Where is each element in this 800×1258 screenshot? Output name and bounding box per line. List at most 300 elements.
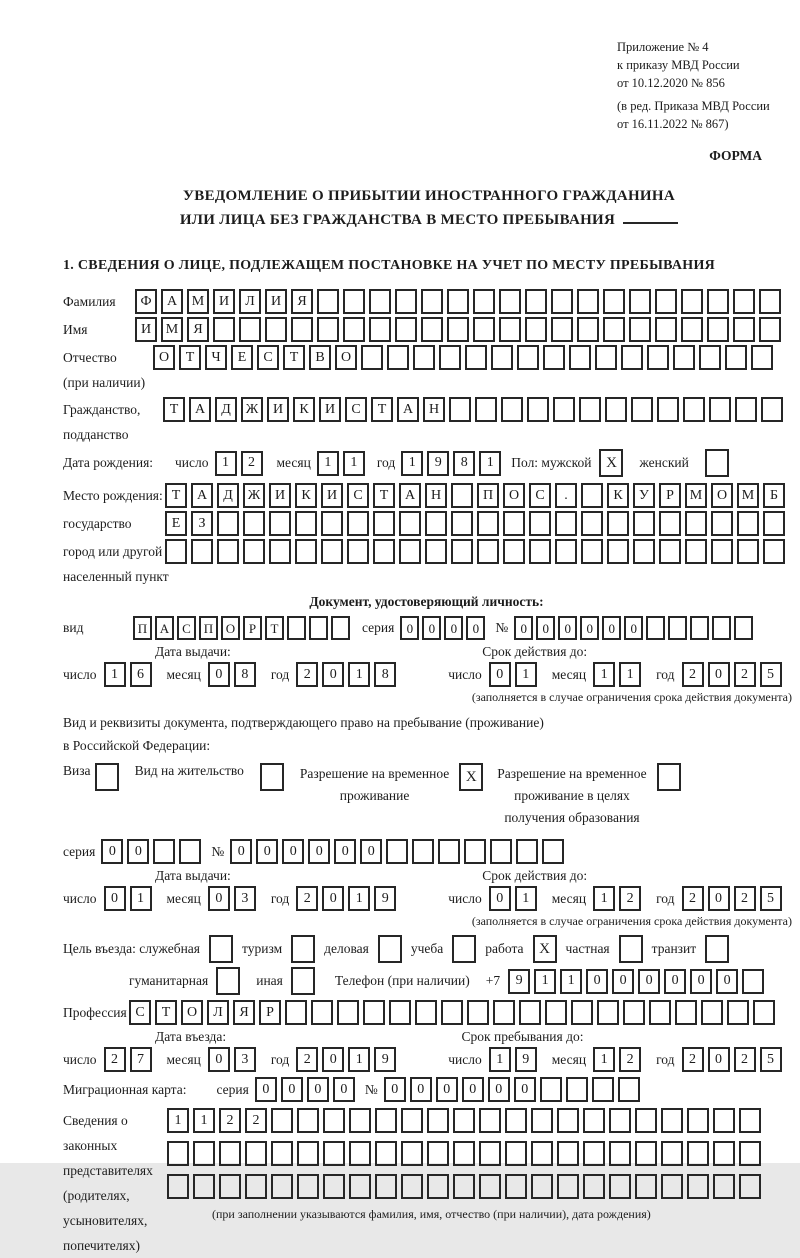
char-cell[interactable]	[167, 1141, 189, 1166]
char-cell[interactable]: 0	[334, 839, 356, 864]
char-cell[interactable]	[603, 289, 625, 314]
char-cell[interactable]	[479, 1174, 501, 1199]
char-cell[interactable]	[633, 539, 655, 564]
char-cell[interactable]	[193, 1174, 215, 1199]
char-cell[interactable]: 0	[514, 1077, 536, 1102]
char-cell[interactable]: 0	[422, 616, 441, 640]
char-cell[interactable]: 0	[708, 886, 730, 911]
char-cell[interactable]: 0	[308, 839, 330, 864]
char-cell[interactable]	[387, 345, 409, 370]
char-cell[interactable]: 0	[586, 969, 608, 994]
char-cell[interactable]	[742, 969, 764, 994]
char-cell[interactable]	[635, 1174, 657, 1199]
char-cell[interactable]	[467, 1000, 489, 1025]
char-cell[interactable]: Б	[763, 483, 785, 508]
char-cell[interactable]	[727, 1000, 749, 1025]
char-cell[interactable]	[243, 539, 265, 564]
char-cell[interactable]: Е	[165, 511, 187, 536]
char-cell[interactable]: К	[607, 483, 629, 508]
char-cell[interactable]: М	[187, 289, 209, 314]
char-cell[interactable]: 2	[219, 1108, 241, 1133]
char-cell[interactable]	[753, 1000, 775, 1025]
char-cell[interactable]: 8	[453, 451, 475, 476]
char-cell[interactable]	[317, 289, 339, 314]
char-cell[interactable]: К	[295, 483, 317, 508]
char-cell[interactable]: 0	[708, 1047, 730, 1072]
char-cell[interactable]	[734, 616, 753, 640]
char-cell[interactable]: 0	[307, 1077, 329, 1102]
char-cell[interactable]	[668, 616, 687, 640]
char-cell[interactable]	[363, 1000, 385, 1025]
char-cell[interactable]	[349, 1108, 371, 1133]
char-cell[interactable]: .	[555, 483, 577, 508]
char-cell[interactable]: 1	[593, 886, 615, 911]
char-cell[interactable]	[739, 1174, 761, 1199]
char-cell[interactable]	[373, 539, 395, 564]
purpose-other-checkbox[interactable]	[291, 967, 315, 995]
char-cell[interactable]: Т	[371, 397, 393, 422]
char-cell[interactable]: 0	[282, 839, 304, 864]
char-cell[interactable]: Л	[207, 1000, 229, 1025]
char-cell[interactable]: В	[309, 345, 331, 370]
char-cell[interactable]	[607, 539, 629, 564]
char-cell[interactable]	[347, 539, 369, 564]
char-cell[interactable]	[525, 289, 547, 314]
char-cell[interactable]	[297, 1108, 319, 1133]
char-cell[interactable]: 1	[317, 451, 339, 476]
char-cell[interactable]	[153, 839, 175, 864]
char-cell[interactable]: 0	[255, 1077, 277, 1102]
char-cell[interactable]: 0	[536, 616, 555, 640]
char-cell[interactable]	[421, 317, 443, 342]
char-cell[interactable]	[361, 345, 383, 370]
char-cell[interactable]	[297, 1174, 319, 1199]
char-cell[interactable]	[577, 289, 599, 314]
char-cell[interactable]	[285, 1000, 307, 1025]
char-cell[interactable]: 1	[534, 969, 556, 994]
char-cell[interactable]	[681, 317, 703, 342]
char-cell[interactable]: 6	[130, 662, 152, 687]
char-cell[interactable]: З	[191, 511, 213, 536]
char-cell[interactable]	[311, 1000, 333, 1025]
char-cell[interactable]	[583, 1108, 605, 1133]
char-cell[interactable]: 2	[734, 1047, 756, 1072]
char-cell[interactable]: Т	[155, 1000, 177, 1025]
char-cell[interactable]: 3	[234, 1047, 256, 1072]
char-cell[interactable]	[297, 1141, 319, 1166]
char-cell[interactable]	[441, 1000, 463, 1025]
char-cell[interactable]	[269, 511, 291, 536]
char-cell[interactable]	[375, 1174, 397, 1199]
char-cell[interactable]	[503, 539, 525, 564]
char-cell[interactable]: Т	[373, 483, 395, 508]
char-cell[interactable]	[737, 539, 759, 564]
visa-checkbox[interactable]	[95, 763, 119, 791]
char-cell[interactable]	[545, 1000, 567, 1025]
char-cell[interactable]	[447, 317, 469, 342]
char-cell[interactable]: А	[155, 616, 174, 640]
char-cell[interactable]	[491, 345, 513, 370]
char-cell[interactable]: И	[269, 483, 291, 508]
char-cell[interactable]: 1	[479, 451, 501, 476]
char-cell[interactable]	[661, 1141, 683, 1166]
char-cell[interactable]	[287, 616, 306, 640]
char-cell[interactable]: 0	[558, 616, 577, 640]
char-cell[interactable]	[603, 317, 625, 342]
char-cell[interactable]	[527, 397, 549, 422]
char-cell[interactable]	[655, 289, 677, 314]
char-cell[interactable]	[323, 1141, 345, 1166]
purpose-private-checkbox[interactable]	[619, 935, 643, 963]
char-cell[interactable]: 5	[760, 886, 782, 911]
char-cell[interactable]	[690, 616, 709, 640]
char-cell[interactable]	[713, 1141, 735, 1166]
char-cell[interactable]: О	[711, 483, 733, 508]
char-cell[interactable]	[323, 1174, 345, 1199]
char-cell[interactable]: 2	[682, 1047, 704, 1072]
char-cell[interactable]	[713, 1174, 735, 1199]
char-cell[interactable]	[763, 511, 785, 536]
char-cell[interactable]	[543, 345, 565, 370]
char-cell[interactable]: Т	[283, 345, 305, 370]
char-cell[interactable]	[571, 1000, 593, 1025]
char-cell[interactable]	[505, 1174, 527, 1199]
char-cell[interactable]: 0	[208, 886, 230, 911]
char-cell[interactable]	[647, 345, 669, 370]
char-cell[interactable]	[479, 1141, 501, 1166]
char-cell[interactable]: Р	[659, 483, 681, 508]
char-cell[interactable]	[425, 511, 447, 536]
char-cell[interactable]: С	[345, 397, 367, 422]
char-cell[interactable]	[505, 1141, 527, 1166]
char-cell[interactable]	[309, 616, 328, 640]
char-cell[interactable]: 1	[593, 662, 615, 687]
char-cell[interactable]	[219, 1174, 241, 1199]
char-cell[interactable]	[712, 616, 731, 640]
char-cell[interactable]: 0	[104, 886, 126, 911]
char-cell[interactable]: 9	[374, 886, 396, 911]
char-cell[interactable]	[516, 839, 538, 864]
char-cell[interactable]	[271, 1174, 293, 1199]
char-cell[interactable]: 0	[624, 616, 643, 640]
char-cell[interactable]	[337, 1000, 359, 1025]
purpose-tourism-checkbox[interactable]	[291, 935, 315, 963]
char-cell[interactable]	[597, 1000, 619, 1025]
char-cell[interactable]	[501, 397, 523, 422]
char-cell[interactable]	[179, 839, 201, 864]
char-cell[interactable]	[531, 1108, 553, 1133]
char-cell[interactable]	[701, 1000, 723, 1025]
char-cell[interactable]	[751, 345, 773, 370]
char-cell[interactable]: 0	[612, 969, 634, 994]
char-cell[interactable]	[243, 511, 265, 536]
char-cell[interactable]: 0	[127, 839, 149, 864]
char-cell[interactable]	[475, 397, 497, 422]
char-cell[interactable]	[569, 345, 591, 370]
sex-female-checkbox[interactable]	[705, 449, 729, 477]
char-cell[interactable]: 0	[489, 662, 511, 687]
char-cell[interactable]	[427, 1108, 449, 1133]
char-cell[interactable]: 1	[348, 662, 370, 687]
char-cell[interactable]	[395, 317, 417, 342]
char-cell[interactable]	[349, 1141, 371, 1166]
char-cell[interactable]	[317, 317, 339, 342]
char-cell[interactable]	[343, 289, 365, 314]
char-cell[interactable]	[595, 345, 617, 370]
char-cell[interactable]: 9	[427, 451, 449, 476]
purpose-work-checkbox[interactable]: X	[533, 935, 557, 963]
char-cell[interactable]	[453, 1108, 475, 1133]
char-cell[interactable]: 0	[322, 1047, 344, 1072]
char-cell[interactable]	[659, 511, 681, 536]
char-cell[interactable]: К	[293, 397, 315, 422]
char-cell[interactable]	[557, 1174, 579, 1199]
char-cell[interactable]: М	[737, 483, 759, 508]
char-cell[interactable]: М	[161, 317, 183, 342]
char-cell[interactable]	[193, 1141, 215, 1166]
char-cell[interactable]	[349, 1174, 371, 1199]
char-cell[interactable]	[401, 1141, 423, 1166]
char-cell[interactable]: 0	[580, 616, 599, 640]
char-cell[interactable]	[540, 1077, 562, 1102]
char-cell[interactable]	[369, 289, 391, 314]
char-cell[interactable]: Д	[215, 397, 237, 422]
char-cell[interactable]: 0	[488, 1077, 510, 1102]
char-cell[interactable]: 2	[296, 886, 318, 911]
char-cell[interactable]: Н	[425, 483, 447, 508]
char-cell[interactable]: О	[335, 345, 357, 370]
char-cell[interactable]	[269, 539, 291, 564]
purpose-study-checkbox[interactable]	[452, 935, 476, 963]
char-cell[interactable]: 2	[734, 886, 756, 911]
char-cell[interactable]	[399, 539, 421, 564]
char-cell[interactable]: П	[477, 483, 499, 508]
sex-male-checkbox[interactable]: X	[599, 449, 623, 477]
char-cell[interactable]	[412, 839, 434, 864]
char-cell[interactable]: 3	[234, 886, 256, 911]
char-cell[interactable]: 0	[466, 616, 485, 640]
char-cell[interactable]: 1	[104, 662, 126, 687]
char-cell[interactable]	[219, 1141, 241, 1166]
char-cell[interactable]	[685, 539, 707, 564]
char-cell[interactable]	[581, 539, 603, 564]
char-cell[interactable]	[265, 317, 287, 342]
char-cell[interactable]	[347, 511, 369, 536]
char-cell[interactable]	[699, 345, 721, 370]
char-cell[interactable]: 2	[682, 662, 704, 687]
char-cell[interactable]: 0	[690, 969, 712, 994]
char-cell[interactable]	[609, 1141, 631, 1166]
char-cell[interactable]: 5	[760, 662, 782, 687]
char-cell[interactable]	[646, 616, 665, 640]
char-cell[interactable]	[555, 511, 577, 536]
char-cell[interactable]	[621, 345, 643, 370]
char-cell[interactable]	[687, 1174, 709, 1199]
char-cell[interactable]	[711, 539, 733, 564]
char-cell[interactable]	[681, 289, 703, 314]
char-cell[interactable]: 9	[515, 1047, 537, 1072]
purpose-official-checkbox[interactable]	[209, 935, 233, 963]
char-cell[interactable]: Ч	[205, 345, 227, 370]
char-cell[interactable]: Е	[231, 345, 253, 370]
char-cell[interactable]	[551, 289, 573, 314]
char-cell[interactable]	[245, 1141, 267, 1166]
char-cell[interactable]	[707, 317, 729, 342]
char-cell[interactable]: 9	[508, 969, 530, 994]
char-cell[interactable]	[583, 1141, 605, 1166]
char-cell[interactable]: 0	[410, 1077, 432, 1102]
char-cell[interactable]: М	[685, 483, 707, 508]
char-cell[interactable]	[592, 1077, 614, 1102]
char-cell[interactable]: 0	[360, 839, 382, 864]
char-cell[interactable]	[401, 1174, 423, 1199]
char-cell[interactable]: 0	[638, 969, 660, 994]
char-cell[interactable]	[661, 1174, 683, 1199]
char-cell[interactable]	[217, 539, 239, 564]
char-cell[interactable]: Д	[217, 483, 239, 508]
char-cell[interactable]: Т	[179, 345, 201, 370]
char-cell[interactable]: 2	[296, 1047, 318, 1072]
char-cell[interactable]: 2	[682, 886, 704, 911]
char-cell[interactable]: Т	[163, 397, 185, 422]
char-cell[interactable]	[577, 317, 599, 342]
char-cell[interactable]	[438, 839, 460, 864]
char-cell[interactable]	[389, 1000, 411, 1025]
char-cell[interactable]	[477, 511, 499, 536]
char-cell[interactable]	[733, 289, 755, 314]
char-cell[interactable]: 0	[281, 1077, 303, 1102]
char-cell[interactable]	[464, 839, 486, 864]
char-cell[interactable]	[295, 511, 317, 536]
char-cell[interactable]	[542, 839, 564, 864]
char-cell[interactable]	[427, 1141, 449, 1166]
char-cell[interactable]	[323, 1108, 345, 1133]
char-cell[interactable]	[735, 397, 757, 422]
char-cell[interactable]: 1	[130, 886, 152, 911]
char-cell[interactable]	[623, 1000, 645, 1025]
char-cell[interactable]: У	[633, 483, 655, 508]
char-cell[interactable]	[525, 317, 547, 342]
char-cell[interactable]	[499, 317, 521, 342]
char-cell[interactable]	[425, 539, 447, 564]
char-cell[interactable]	[579, 397, 601, 422]
char-cell[interactable]: 0	[322, 886, 344, 911]
char-cell[interactable]	[191, 539, 213, 564]
char-cell[interactable]	[415, 1000, 437, 1025]
char-cell[interactable]	[453, 1174, 475, 1199]
char-cell[interactable]: 0	[333, 1077, 355, 1102]
char-cell[interactable]	[529, 539, 551, 564]
char-cell[interactable]	[386, 839, 408, 864]
char-cell[interactable]	[451, 483, 473, 508]
char-cell[interactable]: С	[129, 1000, 151, 1025]
char-cell[interactable]: 0	[602, 616, 621, 640]
char-cell[interactable]: О	[503, 483, 525, 508]
purpose-transit-checkbox[interactable]	[705, 935, 729, 963]
char-cell[interactable]	[451, 511, 473, 536]
char-cell[interactable]: 0	[444, 616, 463, 640]
char-cell[interactable]	[713, 1108, 735, 1133]
char-cell[interactable]: 1	[560, 969, 582, 994]
char-cell[interactable]: 1	[619, 662, 641, 687]
char-cell[interactable]	[763, 539, 785, 564]
char-cell[interactable]: 0	[708, 662, 730, 687]
char-cell[interactable]	[739, 1108, 761, 1133]
char-cell[interactable]: 0	[101, 839, 123, 864]
char-cell[interactable]	[761, 397, 783, 422]
char-cell[interactable]: 0	[208, 662, 230, 687]
char-cell[interactable]	[759, 289, 781, 314]
char-cell[interactable]	[503, 511, 525, 536]
char-cell[interactable]: С	[257, 345, 279, 370]
char-cell[interactable]	[618, 1077, 640, 1102]
temp-residence-edu-checkbox[interactable]	[657, 763, 681, 791]
char-cell[interactable]	[167, 1174, 189, 1199]
char-cell[interactable]: И	[213, 289, 235, 314]
char-cell[interactable]: 0	[400, 616, 419, 640]
char-cell[interactable]: 1	[515, 662, 537, 687]
char-cell[interactable]	[631, 397, 653, 422]
char-cell[interactable]	[635, 1108, 657, 1133]
char-cell[interactable]	[493, 1000, 515, 1025]
char-cell[interactable]	[401, 1108, 423, 1133]
char-cell[interactable]: 5	[760, 1047, 782, 1072]
char-cell[interactable]	[239, 317, 261, 342]
char-cell[interactable]: 1	[348, 886, 370, 911]
char-cell[interactable]: Т	[265, 616, 284, 640]
char-cell[interactable]: 0	[514, 616, 533, 640]
char-cell[interactable]: 1	[348, 1047, 370, 1072]
char-cell[interactable]	[609, 1108, 631, 1133]
char-cell[interactable]	[291, 317, 313, 342]
char-cell[interactable]: 1	[515, 886, 537, 911]
char-cell[interactable]	[553, 397, 575, 422]
char-cell[interactable]	[213, 317, 235, 342]
char-cell[interactable]	[655, 317, 677, 342]
char-cell[interactable]: 2	[734, 662, 756, 687]
char-cell[interactable]: 2	[245, 1108, 267, 1133]
char-cell[interactable]: 2	[619, 1047, 641, 1072]
char-cell[interactable]	[711, 511, 733, 536]
char-cell[interactable]: 2	[241, 451, 263, 476]
char-cell[interactable]	[583, 1174, 605, 1199]
char-cell[interactable]: О	[181, 1000, 203, 1025]
char-cell[interactable]	[685, 511, 707, 536]
char-cell[interactable]: И	[319, 397, 341, 422]
char-cell[interactable]: 0	[664, 969, 686, 994]
char-cell[interactable]	[661, 1108, 683, 1133]
char-cell[interactable]: Н	[423, 397, 445, 422]
char-cell[interactable]	[375, 1108, 397, 1133]
char-cell[interactable]	[557, 1141, 579, 1166]
char-cell[interactable]: О	[221, 616, 240, 640]
char-cell[interactable]: 2	[296, 662, 318, 687]
char-cell[interactable]: 0	[462, 1077, 484, 1102]
char-cell[interactable]	[295, 539, 317, 564]
char-cell[interactable]	[759, 317, 781, 342]
char-cell[interactable]: Т	[165, 483, 187, 508]
char-cell[interactable]	[657, 397, 679, 422]
char-cell[interactable]: П	[199, 616, 218, 640]
char-cell[interactable]	[675, 1000, 697, 1025]
char-cell[interactable]	[557, 1108, 579, 1133]
char-cell[interactable]	[465, 345, 487, 370]
char-cell[interactable]	[217, 511, 239, 536]
char-cell[interactable]	[421, 289, 443, 314]
char-cell[interactable]: 0	[489, 886, 511, 911]
char-cell[interactable]	[725, 345, 747, 370]
char-cell[interactable]: Ж	[241, 397, 263, 422]
